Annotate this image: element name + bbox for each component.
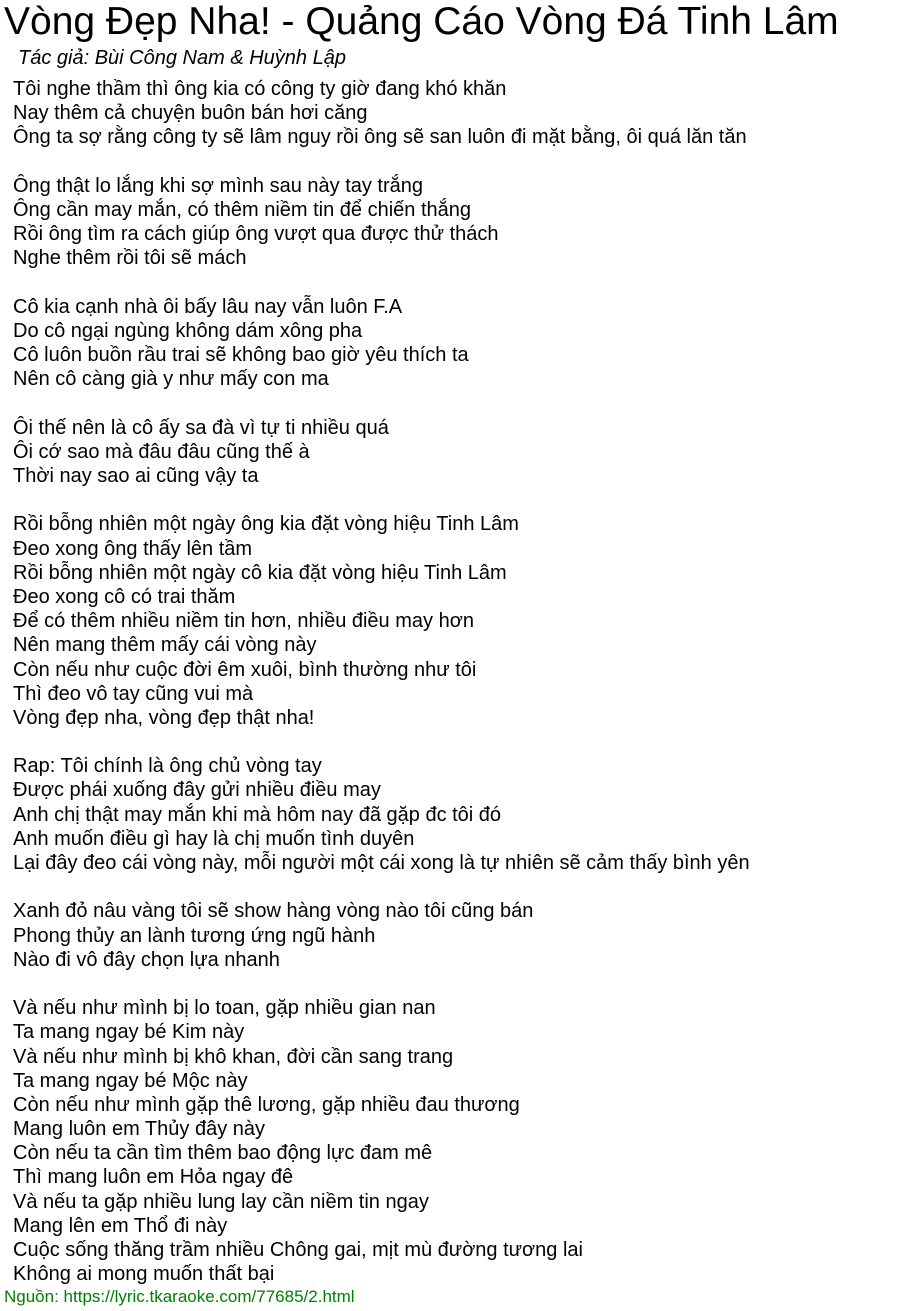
lyric-line: Anh muốn điều gì hay là chị muốn tình duyên (13, 827, 415, 850)
lyrics-stanza (13, 174, 913, 271)
lyric-line: Cô kia cạnh nhà ôi bấy lâu nay vẫn luôn F.A (13, 295, 403, 318)
lyric-line: Thời nay sao ai cũng vậy ta (13, 465, 259, 487)
lyric-line: Đeo xong ông thấy lên tầm (13, 537, 253, 560)
lyric-line: Nay thêm cả chuyện buôn bán hơi căng (13, 102, 368, 125)
lyric-line: Nên mang thêm mấy cái vòng này (13, 634, 317, 657)
lyric-line: Ông ta sợ rằng công ty sẽ lâm nguy rồi ông sẽ san luôn đi mặt bằng, ôi quá lăn tăn (13, 126, 747, 149)
lyric-line: Lại đây đeo cái vòng này, mỗi người một cái xong là tự nhiên sẽ cảm thấy bình yên (13, 852, 750, 874)
lyric-line: Cuộc sống thăng trầm nhiều Chông gai, mịt mù đường tương lai (13, 1239, 583, 1261)
lyric-line: Ta mang ngay bé Mộc này (13, 1069, 248, 1092)
lyric-line: Rồi bỗng nhiên một ngày ông kia đặt vòng hiệu Tinh Lâm (13, 513, 519, 536)
lyrics-stanza (13, 899, 913, 972)
lyric-line: Đeo xong cô có trai thăm (13, 585, 236, 608)
lyric-line: Còn nếu ta cần tìm thêm bao động lực đam mê (13, 1142, 433, 1165)
lyric-line: Xanh đỏ nâu vàng tôi sẽ show hàng vòng nào tôi cũng bán (13, 900, 534, 923)
lyric-line: Mang lên em Thổ đi này (13, 1214, 228, 1237)
lyrics-stanza (13, 754, 913, 875)
lyric-line: Và nếu như mình bị lo toan, gặp nhiều gian nan (13, 997, 436, 1020)
source-credit: Nguồn: https://lyric.tkaraoke.com/77685/2.html (4, 1287, 355, 1306)
lyric-line: Nào đi vô đây chọn lựa nhanh (13, 948, 280, 971)
lyric-line: Để có thêm nhiều niềm tin hơn, nhiều điều may hơn (13, 610, 474, 633)
lyric-line: Vòng đẹp nha, vòng đẹp thật nha! (13, 706, 315, 729)
lyrics-stanza (13, 77, 913, 150)
lyric-line: Rap: Tôi chính là ông chủ vòng tay (13, 755, 322, 778)
lyric-line: Anh chị thật may mắn khi mà hôm nay đã gặp đc tôi đó (13, 803, 502, 826)
lyric-line: Cô luôn buồn rầu trai sẽ không bao giờ yêu thích ta (13, 344, 469, 367)
lyric-line: Ôi thế nên là cô ấy sa đà vì tự ti nhiều quá (13, 416, 389, 439)
lyric-line: Được phái xuống đây gửi nhiều điều may (13, 779, 381, 802)
lyric-line: Thì đeo vô tay cũng vui mà (13, 682, 254, 705)
lyric-line: Mang luôn em Thủy đây này (13, 1118, 266, 1141)
lyrics-body (13, 77, 913, 1311)
lyric-line: Ta mang ngay bé Kim này (13, 1021, 245, 1044)
lyric-line: Còn nếu như cuộc đời êm xuôi, bình thường như tôi (13, 658, 477, 681)
lyric-line: Nên cô càng già y như mấy con ma (13, 368, 329, 391)
lyric-line: Tôi nghe thầm thì ông kia có công ty giờ đang khó khăn (13, 78, 507, 100)
lyrics-stanza (13, 996, 913, 1286)
lyric-line: Và nếu ta gặp nhiều lung lay cần niềm tin ngay (13, 1190, 429, 1213)
lyric-line: Và nếu như mình bị khô khan, đời cần sang trang (13, 1045, 454, 1068)
lyric-line: Ông thật lo lắng khi sợ mình sau này tay trắng (13, 174, 424, 197)
lyrics-stanza (13, 295, 913, 392)
lyrics-stanza (13, 512, 913, 730)
lyrics-stanza (13, 416, 913, 489)
lyric-line: Phong thủy an lành tương ứng ngũ hành (13, 924, 376, 947)
lyric-line: Do cô ngại ngùng không dám xông pha (13, 319, 363, 342)
lyric-line: Thì mang luôn em Hỏa ngay đê (13, 1166, 294, 1189)
lyric-line: Ôi cớ sao mà đâu đâu cũng thế à (13, 440, 310, 463)
lyric-line: Không ai mong muốn thất bại (13, 1263, 275, 1286)
lyric-line: Rồi ông tìm ra cách giúp ông vượt qua được thử thách (13, 223, 499, 246)
song-title: Vòng Đẹp Nha! - Quảng Cáo Vòng Đá Tinh Lâm (4, 0, 839, 43)
song-author: Tác giả: Bùi Công Nam & Huỳnh Lập (18, 47, 346, 69)
lyric-line: Nghe thêm rồi tôi sẽ mách (13, 247, 247, 270)
lyric-line: Ông cần may mắn, có thêm niềm tin để chiến thắng (13, 198, 472, 221)
lyric-line: Còn nếu như mình gặp thê lương, gặp nhiều đau thương (13, 1093, 520, 1116)
lyric-line: Rồi bỗng nhiên một ngày cô kia đặt vòng hiệu Tinh Lâm (13, 561, 507, 584)
